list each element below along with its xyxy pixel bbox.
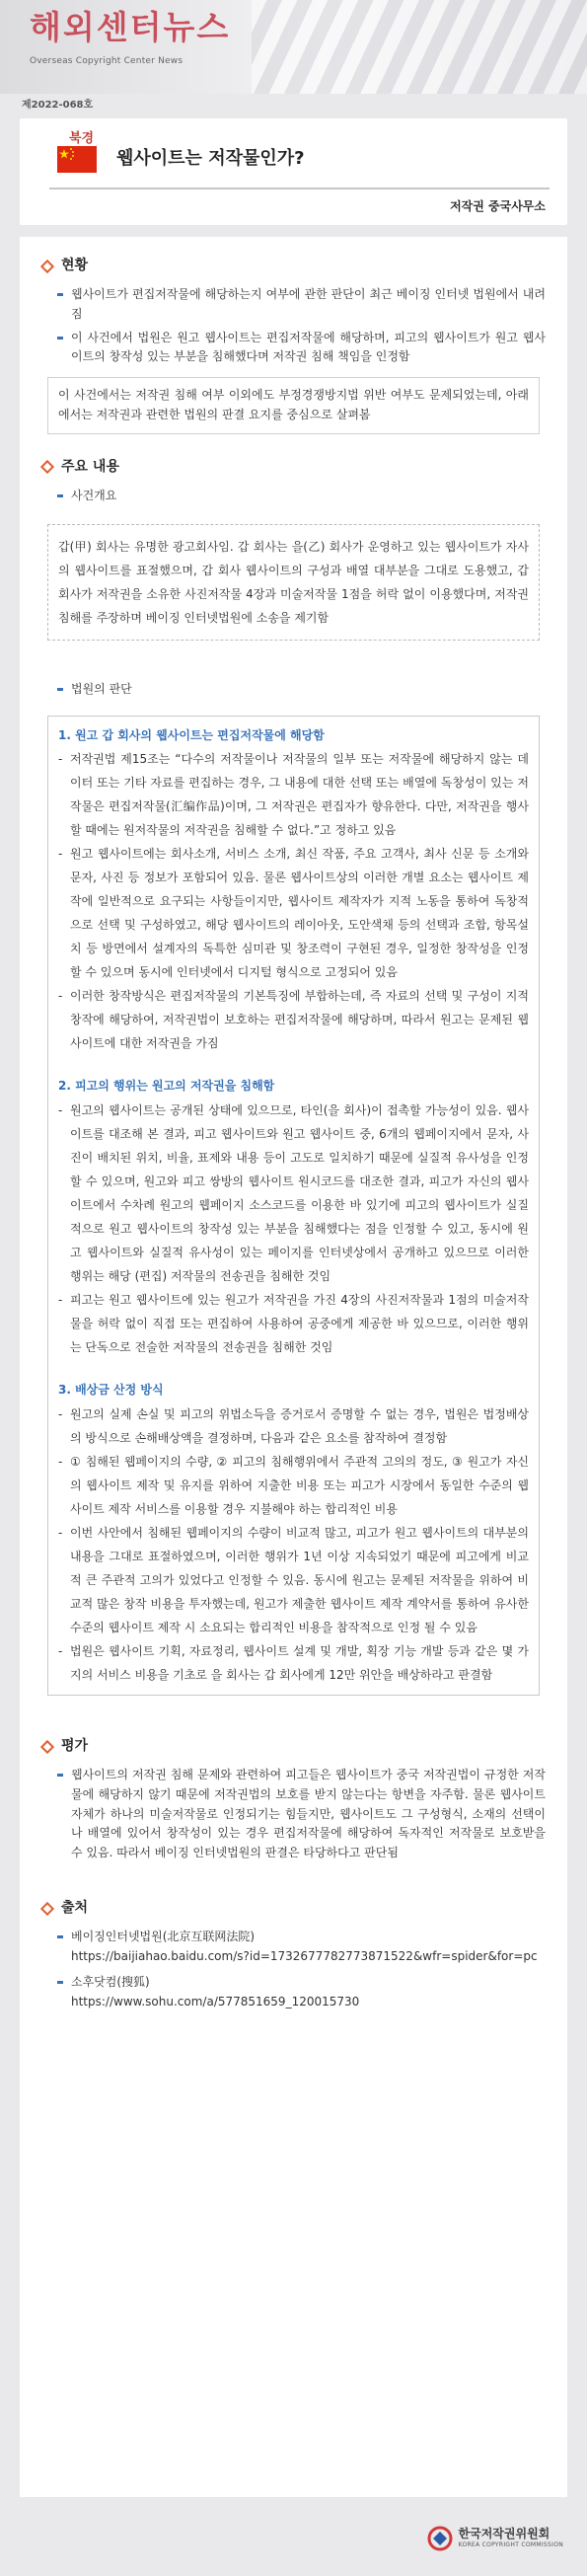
issue-number: 제2022-068호 <box>22 100 94 111</box>
source-name: 소후닷컴(搜狐) <box>71 1974 150 1989</box>
court-judgment-label: 법원의 판단 <box>41 680 546 700</box>
list-item: 웹사이트가 편집저작물에 해당하는지 여부에 관한 판단이 최근 베이징 인터넷 법원에서 내려짐 <box>57 285 546 325</box>
status-list <box>41 285 546 367</box>
point-1-list <box>58 747 529 1055</box>
list-item: - 이번 사안에서 침해된 웹페이지의 수량이 비교적 많고, 피고가 원고 웹사이트의 대부분의 내용을 그대로 표절하였으며, 이러한 행위가 1년 이상 지속되었기 때문에 피고에게 비교적 큰 주관적 고의가 있었다고 인정할 수 있음. 동시에 원고는 문제된 저작물을 위하여 비교적 많은 창작 비용을 투자했는데, 원고가 제출한 웹사이트 제작 계약서를 통하여 유사한 수준의 웹사이트 제작 시 소요되는 합리적인 비용을 참작적으로 인정 될 수 있음 <box>58 1521 529 1639</box>
header-decoration <box>252 0 587 94</box>
diamond-bullet-icon <box>41 461 53 473</box>
china-flag-icon <box>57 146 97 173</box>
list-item: - 저작권법 제15조는 “다수의 저작물이나 저작물의 일부 또는 저작물에 해당하지 않는 데이터 또는 기타 자료를 편집하는 경우, 그 내용에 대한 선택 또는 배열에 독창성이 있는 저작물은 편집저작물(汇编作品)이며, 그 저작권은 편집자가 향유한다. 다만, 저작권을 행사할 때에는 원저작물의 저작권을 침해할 수 없다.”고 정하고 있음 <box>58 747 529 842</box>
brand-subtitle: Overseas Copyright Center News <box>30 56 183 66</box>
source-link[interactable]: https://baijiahao.baidu.com/s?id=1732677782773871522&wfr=spider&for=pc <box>71 1948 538 1963</box>
diamond-bullet-icon <box>41 1741 53 1753</box>
footer-logo <box>427 2517 563 2560</box>
section-review-heading: 평가 <box>41 1735 546 1758</box>
point-2-list <box>58 1099 529 1359</box>
list-item: - 원고의 실제 손실 및 피고의 위법소득을 증거로서 증명할 수 없는 경우, 법원은 법정배상의 방식으로 손해배상액을 결정하며, 다음과 같은 요소를 참작하여 결정함 <box>58 1402 529 1450</box>
org-name-korean: 한국저작권위원회 <box>458 2526 550 2540</box>
list-item: - 원고의 웹사이트는 공개된 상태에 있으므로, 타인(을 회사)이 접촉할 가능성이 있음. 웹사이트를 대조해 본 결과, 피고 웹사이트와 원고 웹사이트 중, 6개의 웹페이지에서 문자, 사진이 배치된 위치, 비율, 표제와 내용 등이 고도로 일치하기 때문에 실질적 유사성을 인정할 수 있으며, 원고와 피고 쌍방의 웹사이트 원시코드를 대조한 결과, 피고가 자신의 웹사이트에서 수차례 원고의 웹페이지 소스코드를 이용한 바 있기에 피고의 웹사이트가 실질적으로 원고 웹사이트의 창작성 있는 부분을 침해했다는 점을 인정할 수 있고, 동시에 원고 웹사이트와 실질적 유사성이 있는 페이지를 인터넷상에서 공개하고 있으므로 이러한 행위는 해당 (편집) 저작물의 전송권을 침해한 것임 <box>58 1099 529 1288</box>
point-3-list <box>58 1402 529 1687</box>
source-link[interactable]: https://www.sohu.com/a/577851659_120015730 <box>71 1994 360 2008</box>
section-main-heading: 주요 내용 <box>41 456 546 479</box>
list-item: - 원고 웹사이트에는 회사소개, 서비스 소개, 최신 작품, 주요 고객사, 최사 신문 등 소개와 문자, 사진 등 정보가 포함되어 있음. 물론 웹사이트상의 이러한 개별 요소는 웹사이트 제작에 일반적으로 요구되는 사항들이지만, 웹사이트 제작자가 지적 노동을 통하여 독창적으로 선택 및 구성하였고, 해당 웹사이트의 레이아웃, 도안색채 등의 선택과 조합, 항목설치 등 방면에서 설계자의 독특한 심미관 및 창조력이 구현된 경우, 일정한 창작성을 인정할 수 있으며 동시에 인터넷에서 디지털 형식으로 고정되어 있음 <box>58 842 529 984</box>
section-status-heading: 현황 <box>41 255 546 277</box>
list-item: - ① 침해된 웹페이지의 수량, ② 피고의 침해행위에서 주관적 고의의 정도, ③ 원고가 자신의 웹사이트 제작 및 유지를 위하여 지출한 비용 또는 피고가 시장에서 동일한 수준의 웹사이트 제작 서비스를 이용할 경우 지불해야 하는 합리적인 비용 <box>58 1450 529 1521</box>
court-judgment-box <box>47 716 540 1696</box>
case-overview-box: 갑(甲) 회사는 유명한 광고회사임. 갑 회사는 을(乙) 회사가 운영하고 있는 웹사이트가 자사의 웹사이트를 표절했으며, 갑 회사 웹사이트의 구성과 배열 대부분을 그대로 도용했고, 갑 회사가 저작권을 소유한 사진저작물 4장과 미술저작물 1점을 허락 없이 이용했다며, 저작권 침해를 주장하며 베이징 인터넷법원에 소송을 제기함 <box>47 524 540 641</box>
review-list <box>41 1766 546 1863</box>
list-item: 이 사건에서 법원은 원고 웹사이트는 편집저작물에 해당하며, 피고의 웹사이트가 원고 웹사이트의 창작성 있는 부분을 침해했다며 저작권 침해 책임을 인정함 <box>57 329 546 368</box>
case-overview-label: 사건개요 <box>41 487 546 506</box>
point-1-heading: 1. 원고 갑 회사의 웹사이트는 편집저작물에 해당함 <box>58 727 325 742</box>
title-card <box>20 118 567 225</box>
brand-title: 해외센터뉴스 <box>30 8 231 46</box>
page-title: 웹사이트는 저작물인가? <box>116 148 305 169</box>
status-note-box: 이 사건에서는 저작권 침해 여부 이외에도 부정경쟁방지법 위반 여부도 문제되었는데, 아래에서는 저작권과 관련한 법원의 판결 요지를 중심으로 살펴봄 <box>47 377 540 434</box>
author-label: 저작권 중국사무소 <box>450 199 546 213</box>
org-name-english: KOREA COPYRIGHT COMMISSION <box>458 2541 563 2549</box>
diamond-bullet-icon <box>41 1903 53 1915</box>
article-body <box>20 237 567 2497</box>
region-label: 북경 <box>69 131 95 146</box>
section-sources-heading: 출처 <box>41 1897 546 1920</box>
list-item <box>57 1928 546 1967</box>
commission-logo-icon <box>427 2526 453 2551</box>
list-item: - 이러한 창작방식은 편집저작물의 기본특징에 부합하는데, 즉 자료의 선택 및 구성이 지적 창작에 해당하여, 저작권법이 보호하는 편집저작물에 해당하며, 따라서 원고는 문제된 웹사이트에 대한 저작권을 가짐 <box>58 984 529 1055</box>
point-3-heading: 3. 배상금 산정 방식 <box>58 1383 164 1398</box>
source-name: 베이징인터넷법원(北京互联网法院) <box>71 1930 256 1944</box>
sources-list <box>41 1928 546 2011</box>
list-item: - 법원은 웹사이트 기획, 자료정리, 웹사이트 설계 및 개발, 획장 기능 개발 등과 같은 몇 가지의 서비스 비용을 기초로 을 회사는 갑 회사에게 12만 위안을 배상하라고 판결함 <box>58 1639 529 1687</box>
page-header <box>0 0 587 94</box>
point-2-heading: 2. 피고의 행위는 원고의 저작권을 침해함 <box>58 1079 275 1094</box>
list-item: 웹사이트의 저작권 침해 문제와 관련하여 피고들은 웹사이트가 중국 저작권법이 규정한 저작물에 해당하지 않기 때문에 저작권법의 보호를 받지 않는다는 항변을 자주함. 물론 웹사이트 자체가 하나의 미술저작물로 인정되기는 힘들지만, 웹사이트도 그 구성형식, 소재의 선택이나 배열에 있어서 창작성이 있는 경우 편집저작물에 해당하여 독자적인 저작물로 보호받을 수 있음. 따라서 베이징 인터넷법원의 판결은 타당하다고 판단됨 <box>57 1766 546 1863</box>
list-item: - 피고는 원고 웹사이트에 있는 원고가 저작권을 가진 4장의 사진저작물과 1점의 미술저작물을 허락 없이 직접 또는 편집하여 사용하여 공중에게 제공한 바 있으므로, 이러한 행위는 단독으로 전술한 저작물의 전송권을 침해한 것임 <box>58 1288 529 1359</box>
title-divider <box>49 188 550 189</box>
list-item <box>57 1973 546 2012</box>
diamond-bullet-icon <box>41 261 53 272</box>
